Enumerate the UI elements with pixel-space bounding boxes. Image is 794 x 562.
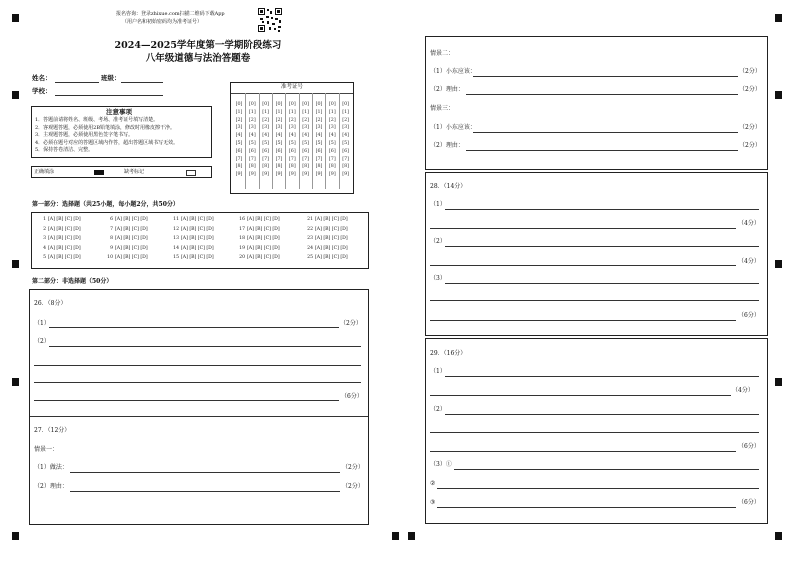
q27-s2-l1-line[interactable]: [473, 76, 738, 77]
choice-item[interactable]: [304, 228, 348, 233]
exam-id-bubble[interactable]: [3]: [302, 125, 310, 131]
registration-mark: [12, 532, 19, 540]
q27-s1-l2-score: （2分）: [342, 483, 364, 490]
exam-id-bubble[interactable]: [2]: [288, 117, 296, 123]
q27-s3-l2-score: （2分）: [739, 142, 761, 149]
exam-id-bubble[interactable]: [7]: [235, 156, 243, 162]
exam-id-bubble[interactable]: [5]: [262, 140, 270, 146]
choice-options[interactable]: [A] [B] [C] [D]: [115, 245, 148, 251]
choice-item[interactable]: [104, 228, 148, 233]
exam-id-bubble[interactable]: [9]: [262, 172, 270, 178]
exam-id-bubble[interactable]: [5]: [275, 140, 283, 146]
q27-s3-l2-label: （2）理由：: [430, 142, 464, 149]
choice-number: 18: [239, 236, 245, 242]
choice-options[interactable]: [A] [B] [C] [D]: [48, 255, 81, 261]
registration-mark: [12, 91, 19, 99]
exam-id-bubble[interactable]: [2]: [302, 117, 310, 123]
fill-example-box: [31, 166, 212, 178]
q28-sub3-score: （6分）: [738, 312, 760, 319]
q29-sub1-score: （4分）: [732, 387, 754, 394]
choice-options[interactable]: [A] [B] [C] [D]: [247, 255, 280, 261]
exam-id-bubble[interactable]: [4]: [342, 133, 350, 139]
exam-id-bubble[interactable]: [9]: [342, 172, 350, 178]
exam-id-bubble[interactable]: [4]: [288, 133, 296, 139]
choice-item[interactable]: [236, 237, 280, 242]
title-line1: 2024—2025学年度第一学期阶段练习: [114, 40, 282, 51]
class-field[interactable]: [121, 82, 163, 83]
registration-mark: [392, 532, 399, 540]
class-label: 班级：: [101, 74, 121, 82]
exam-id-bubble[interactable]: [1]: [275, 109, 283, 115]
q29-sub1-line[interactable]: [430, 395, 731, 396]
choice-options[interactable]: [A] [B] [C] [D]: [247, 226, 280, 232]
exam-id-bubble[interactable]: [1]: [342, 109, 350, 115]
notice-item: 1．答题前请将姓名、班级、考场、准考证号填写清楚。: [35, 117, 159, 123]
qr-code-image: [257, 7, 283, 33]
exam-id-bubble[interactable]: [5]: [235, 140, 243, 146]
choice-options[interactable]: [A] [B] [C] [D]: [181, 255, 214, 261]
choice-item[interactable]: [236, 228, 280, 233]
answer-box-left: [29, 289, 369, 525]
notice-box: [31, 106, 212, 158]
q28-sub3-line[interactable]: [430, 320, 736, 321]
exam-id-bubble[interactable]: [3]: [315, 125, 323, 131]
q27-s1-l1-line[interactable]: [70, 472, 340, 473]
q27-s3-l1-score: （2分）: [739, 124, 761, 131]
exam-id-bubble[interactable]: [7]: [328, 156, 336, 162]
q28-sub2-line[interactable]: [430, 265, 736, 266]
choice-item[interactable]: [236, 256, 280, 261]
choice-number: 2: [43, 226, 46, 232]
choice-item[interactable]: [304, 237, 348, 242]
header-notice-line1: 报名咨询：登录zhixue.com扫描二维码下载App: [116, 11, 225, 17]
exam-id-column: [233, 101, 245, 179]
exam-id-grid: [233, 89, 353, 189]
exam-id-bubble[interactable]: [1]: [315, 109, 323, 115]
choice-options[interactable]: [A] [B] [C] [D]: [315, 255, 348, 261]
exam-id-column-divider: [312, 93, 313, 189]
exam-id-bubble[interactable]: [5]: [302, 140, 310, 146]
choice-item[interactable]: [37, 218, 81, 223]
exam-id-bubble[interactable]: [4]: [262, 133, 270, 139]
q29-sub3-score: （6分）: [738, 499, 760, 506]
choice-number: 8: [110, 236, 113, 242]
choice-number: 11: [173, 217, 179, 222]
q27-s1-l1-label: （1）做法：: [34, 464, 68, 471]
exam-id-box: [230, 82, 354, 194]
exam-id-bubble[interactable]: [4]: [275, 133, 283, 139]
exam-id-bubble[interactable]: [3]: [342, 125, 350, 131]
exam-id-column-divider: [285, 93, 286, 189]
choice-options[interactable]: [A] [B] [C] [D]: [315, 217, 348, 222]
exam-id-bubble[interactable]: [9]: [302, 172, 310, 178]
exam-id-bubble[interactable]: [8]: [302, 164, 310, 170]
exam-id-bubble[interactable]: [5]: [315, 140, 323, 146]
notice-item: 5．保持答卷清洁、完整。: [35, 147, 94, 154]
exam-id-column: [246, 101, 258, 179]
name-label: 姓名：: [32, 74, 52, 82]
exam-id-bubble[interactable]: [2]: [275, 117, 283, 123]
exam-id-bubble[interactable]: [2]: [235, 117, 243, 123]
q27-s3-l1-label: （1）小东应该：: [430, 124, 476, 131]
exam-id-column-divider: [339, 93, 340, 189]
exam-id-bubble[interactable]: [9]: [275, 172, 283, 178]
registration-mark: [12, 14, 19, 22]
correct-fill-sample: [94, 170, 104, 175]
q26-sub1-score: （2分）: [340, 320, 362, 327]
exam-id-bubble[interactable]: [3]: [262, 125, 270, 131]
choice-number: 22: [307, 226, 313, 232]
exam-id-column-divider: [272, 93, 273, 189]
choice-options[interactable]: [A] [B] [C] [D]: [181, 217, 214, 222]
exam-id-bubble[interactable]: [4]: [248, 133, 256, 139]
choice-item[interactable]: [170, 218, 214, 223]
exam-id-bubble[interactable]: [6]: [315, 148, 323, 154]
choice-number: 23: [307, 236, 313, 242]
choice-item[interactable]: [104, 256, 148, 261]
choice-grid: [37, 218, 367, 268]
exam-id-bubble[interactable]: [1]: [262, 109, 270, 115]
missing-exam-box[interactable]: [186, 170, 196, 176]
choice-options[interactable]: [A] [B] [C] [D]: [247, 236, 280, 242]
exam-id-bubble[interactable]: [7]: [262, 156, 270, 162]
exam-id-bubble[interactable]: [5]: [342, 140, 350, 146]
q26-sub2-score: （6分）: [341, 393, 363, 400]
q27-s2-l2-label: （2）理由：: [430, 86, 464, 93]
choice-item[interactable]: [170, 247, 214, 252]
q28-sub3-line[interactable]: [430, 300, 759, 301]
q27-label: 27．（12分）: [34, 427, 71, 434]
exam-id-label: 准考证号: [281, 84, 304, 90]
exam-id-bubble[interactable]: [6]: [302, 148, 310, 154]
exam-id-bubble[interactable]: [7]: [275, 156, 283, 162]
choice-item[interactable]: [37, 256, 81, 261]
q27-s1-l2-line[interactable]: [70, 491, 340, 492]
q27-s2-l2-score: （2分）: [739, 86, 761, 93]
q27-scene1-label: 情景一：: [34, 446, 59, 453]
choice-item[interactable]: [37, 228, 81, 233]
exam-id-bubble[interactable]: [6]: [235, 148, 243, 154]
registration-mark: [12, 378, 19, 386]
missing-exam-label: 缺考标记: [124, 169, 145, 175]
q27-s2-l2-line[interactable]: [466, 94, 738, 95]
exam-id-bubble[interactable]: [3]: [275, 125, 283, 131]
name-field[interactable]: [55, 82, 99, 83]
q29-sub3-line[interactable]: [437, 488, 759, 489]
exam-id-bubble[interactable]: [7]: [248, 156, 256, 162]
choice-item[interactable]: [37, 237, 81, 242]
q26-sub2-line[interactable]: [34, 400, 339, 401]
choice-item[interactable]: [104, 237, 148, 242]
exam-id-bubble[interactable]: [4]: [315, 133, 323, 139]
exam-id-column: [286, 101, 298, 179]
q28-sub2-score: （4分）: [738, 258, 760, 265]
choice-number: 4: [43, 245, 46, 251]
choice-options[interactable]: [A] [B] [C] [D]: [48, 226, 81, 232]
q28-sub2-line[interactable]: [445, 246, 759, 247]
exam-id-column: [273, 101, 285, 179]
choice-number: 9: [110, 245, 113, 251]
choice-item[interactable]: [304, 218, 348, 223]
exam-id-bubble[interactable]: [0]: [275, 102, 283, 107]
exam-id-column-divider: [299, 93, 300, 189]
exam-id-column: [300, 101, 312, 179]
choice-number: 10: [107, 255, 113, 261]
choice-options[interactable]: [A] [B] [C] [D]: [115, 217, 148, 222]
choice-item[interactable]: [170, 256, 214, 261]
exam-id-bubble[interactable]: [8]: [235, 164, 243, 170]
exam-id-bubble[interactable]: [9]: [248, 172, 256, 178]
registration-mark: [775, 14, 782, 22]
q27-s3-l1-line[interactable]: [473, 132, 738, 133]
choice-options[interactable]: [A] [B] [C] [D]: [181, 226, 214, 232]
choice-options[interactable]: [A] [B] [C] [D]: [181, 245, 214, 251]
q26-sub2-line[interactable]: [34, 365, 361, 366]
choice-options[interactable]: [A] [B] [C] [D]: [48, 217, 81, 222]
choice-options[interactable]: [A] [B] [C] [D]: [115, 236, 148, 242]
exam-id-bubble[interactable]: [1]: [235, 109, 243, 115]
choice-options[interactable]: [A] [B] [C] [D]: [48, 236, 81, 242]
correct-fill-label: 正确填涂: [34, 169, 55, 175]
exam-id-bubble[interactable]: [2]: [262, 117, 270, 123]
school-label: 学校：: [32, 87, 52, 95]
choice-number: 16: [239, 217, 245, 222]
choice-number: 15: [173, 255, 179, 261]
q29-sub2-line[interactable]: [445, 414, 759, 415]
exam-id-bubble[interactable]: [0]: [342, 102, 350, 107]
choice-item[interactable]: [37, 247, 81, 252]
notice-item: 4．必须在题号对应的答题区域内作答，超出答题区域书写无效。: [35, 139, 179, 146]
q26-label: 26．（8分）: [34, 300, 67, 307]
exam-id-bubble[interactable]: [6]: [262, 148, 270, 154]
exam-id-bubble[interactable]: [8]: [275, 164, 283, 170]
choice-item[interactable]: [236, 218, 280, 223]
choice-item[interactable]: [304, 256, 348, 261]
choice-number: 14: [173, 245, 179, 251]
q27-s2-l1-score: （2分）: [739, 68, 761, 75]
registration-mark: [12, 260, 19, 268]
q28-sub3-line[interactable]: [445, 283, 759, 284]
exam-id-column: [340, 101, 352, 179]
exam-id-bubble[interactable]: [0]: [288, 102, 296, 107]
q27-s2-l1-label: （1）小东应该：: [430, 68, 476, 75]
exam-id-bubble[interactable]: [0]: [328, 102, 336, 107]
registration-mark: [775, 532, 782, 540]
q26-sub2-line[interactable]: [34, 382, 361, 383]
q28-sub2-label: （2）: [430, 238, 446, 245]
q27-s1-l2-label: （2）理由：: [34, 483, 68, 490]
notice-heading: 注意事项: [106, 108, 132, 116]
q29-sub2-label: （2）: [430, 406, 446, 413]
choice-options[interactable]: [A] [B] [C] [D]: [48, 245, 81, 251]
exam-id-column-divider: [325, 93, 326, 189]
q28-sub3-label: （3）: [430, 275, 446, 282]
exam-id-bubble[interactable]: [5]: [328, 140, 336, 146]
choice-options[interactable]: [A] [B] [C] [D]: [115, 255, 148, 261]
exam-id-bubble[interactable]: [8]: [342, 164, 350, 170]
exam-id-bubble[interactable]: [0]: [262, 102, 270, 107]
exam-id-bubble[interactable]: [5]: [248, 140, 256, 146]
exam-id-bubble[interactable]: [2]: [328, 117, 336, 123]
exam-id-column-divider: [259, 93, 260, 189]
exam-id-bubble[interactable]: [9]: [315, 172, 323, 178]
q26-sub1-label: （1）: [34, 320, 50, 327]
exam-id-bubble[interactable]: [2]: [342, 117, 350, 123]
exam-id-bubble[interactable]: [6]: [275, 148, 283, 154]
exam-id-bubble[interactable]: [3]: [248, 125, 256, 131]
exam-id-bubble[interactable]: [8]: [288, 164, 296, 170]
registration-mark: [408, 532, 415, 540]
exam-id-bubble[interactable]: [2]: [248, 117, 256, 123]
exam-id-bubble[interactable]: [8]: [315, 164, 323, 170]
answer-box-right-1: [425, 36, 768, 170]
choice-number: 21: [307, 217, 313, 222]
choice-item[interactable]: [104, 247, 148, 252]
exam-id-column-divider: [245, 93, 246, 189]
exam-id-bubble[interactable]: [6]: [288, 148, 296, 154]
exam-id-bubble[interactable]: [1]: [288, 109, 296, 115]
q29-sub1-line[interactable]: [445, 376, 759, 377]
exam-id-bubble[interactable]: [7]: [315, 156, 323, 162]
q28-sub1-score: （4分）: [738, 220, 760, 227]
choice-item[interactable]: [304, 247, 348, 252]
choice-box: [31, 212, 369, 269]
choice-number: 19: [239, 245, 245, 251]
choice-options[interactable]: [A] [B] [C] [D]: [315, 245, 348, 251]
exam-id-bubble[interactable]: [9]: [288, 172, 296, 178]
exam-id-bubble[interactable]: [8]: [248, 164, 256, 170]
exam-id-column: [313, 101, 325, 179]
q28-sub1-line[interactable]: [430, 228, 736, 229]
q26-sub1-line[interactable]: [49, 327, 339, 328]
choice-options[interactable]: [A] [B] [C] [D]: [247, 245, 280, 251]
q26-sub2-line[interactable]: [49, 346, 361, 347]
choice-options[interactable]: [A] [B] [C] [D]: [115, 226, 148, 232]
q29-label: 29．（16分）: [430, 350, 467, 357]
q29-sub2-score: （6分）: [738, 443, 760, 450]
exam-id-bubble[interactable]: [6]: [248, 148, 256, 154]
exam-id-bubble[interactable]: [4]: [302, 133, 310, 139]
choice-number: 6: [110, 217, 113, 222]
exam-id-bubble[interactable]: [1]: [328, 109, 336, 115]
q29-sub3-b-label: ②: [430, 480, 436, 487]
part1-heading: 第一部分：选择题（共25小题，每小题2分，共50分）: [32, 201, 179, 208]
q27-s3-l2-line[interactable]: [466, 150, 738, 151]
exam-id-bubble[interactable]: [0]: [235, 102, 243, 107]
exam-id-bubble[interactable]: [5]: [288, 140, 296, 146]
answer-box-right-3: [425, 338, 768, 524]
exam-id-bubble[interactable]: [9]: [235, 172, 243, 178]
exam-id-bubble[interactable]: [3]: [328, 125, 336, 131]
notice-list: [35, 117, 178, 155]
exam-id-bubble[interactable]: [6]: [328, 148, 336, 154]
q29-sub3-label: （3）①: [430, 461, 452, 468]
exam-id-bubble[interactable]: [3]: [235, 125, 243, 131]
notice-item: 3．主观题答题，必须使用黑色签字笔书写。: [35, 132, 134, 139]
choice-number: 17: [239, 226, 245, 232]
header-notice-line2: （用户名和初始密码均为准考证号）: [122, 19, 203, 25]
choice-item[interactable]: [236, 247, 280, 252]
choice-number: 7: [110, 226, 113, 232]
choice-number: 20: [239, 255, 245, 261]
exam-id-bubble[interactable]: [4]: [235, 133, 243, 139]
question-separator: [30, 416, 368, 417]
part2-heading: 第二部分：非选择题（50分）: [32, 278, 113, 285]
q27-s1-l1-score: （2分）: [342, 464, 364, 471]
choice-item[interactable]: [104, 218, 148, 223]
school-field[interactable]: [55, 95, 163, 96]
choice-options[interactable]: [A] [B] [C] [D]: [247, 217, 280, 222]
exam-id-bubble[interactable]: [3]: [288, 125, 296, 131]
q28-label: 28．（14分）: [430, 183, 467, 190]
registration-mark: [775, 260, 782, 268]
exam-id-bubble[interactable]: [0]: [302, 102, 310, 107]
q27-scene3-label: 情景三：: [430, 105, 455, 112]
exam-id-bubble[interactable]: [6]: [342, 148, 350, 154]
answer-box-right-2: [425, 172, 768, 336]
choice-options[interactable]: [A] [B] [C] [D]: [315, 236, 348, 242]
registration-mark: [775, 378, 782, 386]
q29-sub3-c-label: ③: [430, 499, 436, 506]
q29-sub2-line[interactable]: [430, 451, 736, 452]
q26-sub2-label: （2）: [34, 338, 50, 345]
notice-item: 2．客观题答题，必须使用2B铅笔填涂，修改时用橡皮擦干净。: [35, 124, 176, 131]
choice-options[interactable]: [A] [B] [C] [D]: [315, 226, 348, 232]
exam-id-bubble[interactable]: [9]: [328, 172, 336, 178]
registration-mark: [775, 91, 782, 99]
title-line2: 八年级道德与法治答题卷: [145, 53, 251, 64]
choice-number: 3: [43, 236, 46, 242]
exam-id-bubble[interactable]: [2]: [315, 117, 323, 123]
q29-sub3-line[interactable]: [437, 507, 736, 508]
q27-scene2-label: 情景二：: [430, 50, 455, 57]
exam-id-bubble[interactable]: [8]: [328, 164, 336, 170]
q28-sub1-line[interactable]: [445, 209, 759, 210]
exam-id-bubble[interactable]: [7]: [288, 156, 296, 162]
choice-number: 5: [43, 255, 46, 261]
exam-id-column: [326, 101, 338, 179]
exam-id-bubble[interactable]: [7]: [302, 156, 310, 162]
choice-number: 1: [43, 217, 46, 222]
exam-id-bubble[interactable]: [8]: [262, 164, 270, 170]
choice-item[interactable]: [170, 228, 214, 233]
q29-sub3-line[interactable]: [454, 469, 759, 470]
choice-number: 13: [173, 236, 179, 242]
exam-id-bubble[interactable]: [0]: [248, 102, 256, 107]
choice-number: 25: [307, 255, 313, 261]
choice-number: 24: [307, 245, 313, 251]
choice-item[interactable]: [170, 237, 214, 242]
q28-sub1-label: （1）: [430, 201, 446, 208]
choice-number: 12: [173, 226, 179, 232]
exam-id-column: [260, 101, 272, 179]
exam-id-bubble[interactable]: [4]: [328, 133, 336, 139]
q29-sub1-label: （1）: [430, 368, 446, 375]
exam-id-bubble[interactable]: [0]: [315, 102, 323, 107]
choice-options[interactable]: [A] [B] [C] [D]: [181, 236, 214, 242]
exam-id-bubble[interactable]: [1]: [248, 109, 256, 115]
exam-id-bubble[interactable]: [1]: [302, 109, 310, 115]
exam-id-bubble[interactable]: [7]: [342, 156, 350, 162]
q29-sub2-line[interactable]: [430, 432, 759, 433]
